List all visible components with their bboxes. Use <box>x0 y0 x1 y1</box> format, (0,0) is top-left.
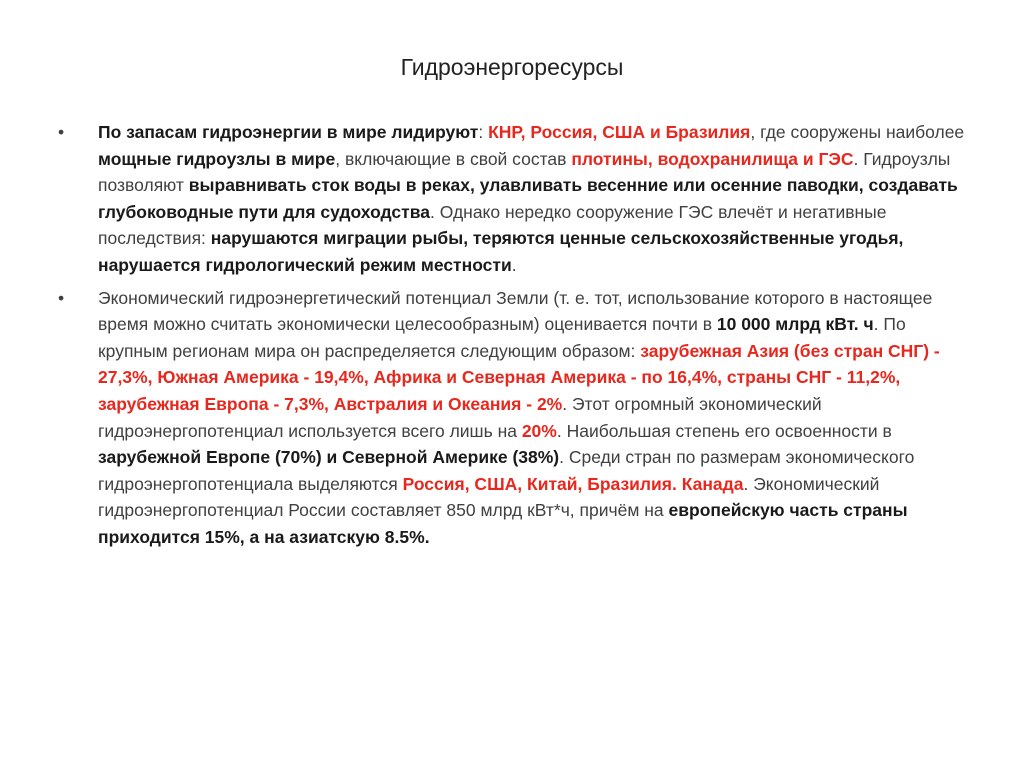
slide-title: Гидроэнергоресурсы <box>400 54 624 80</box>
body-text: . Экономический гидроэнергопотенциал России составляет 850 млрд кВт*ч, причём на <box>98 473 880 521</box>
paragraph-text <box>98 288 940 547</box>
body-text: . Гидроузлы позволяют <box>98 148 951 196</box>
highlight-text: КНР, Россия, США и Бразилия <box>488 122 751 142</box>
body-text: . По крупным регионам мира он распределяется следующим образом: <box>98 314 906 361</box>
body-text: . <box>511 254 517 275</box>
bullet-icon: • <box>58 122 65 142</box>
highlight-text: плотины, водохранилища и ГЭС <box>571 148 854 169</box>
bold-text: По запасам гидроэнергии в мире лидируют <box>98 122 479 142</box>
bullet-paragraph-2 <box>58 285 968 551</box>
bold-text: зарубежной Европе (70%) и Северной Америке (38%) <box>98 447 560 468</box>
bold-text: 10 000 млрд кВт. ч <box>716 314 874 335</box>
highlight-text: зарубежная Азия (без стран СНГ) - 27,3%, Южная Америка - 19,4%, Африка и Северная Америка - по 16,4%, страны СНГ - 11,2%, зарубежная Европа - 7,3%, Австралия и Океания - 2% <box>98 340 940 414</box>
body-text: . Среди стран по размерам экономического гидроэнергопотенциала выделяются <box>98 447 915 494</box>
body-text: , где сооружены наиболее <box>750 122 965 142</box>
body-text: . Однако нередко сооружение ГЭС влечёт и негативные последствия: <box>98 201 887 249</box>
bold-text: нарушаются миграции рыбы, теряются ценные сельскохозяйственные угодья, нарушается гидрологический режим местности <box>98 228 904 275</box>
body-text: , включающие в свой состав <box>335 148 572 169</box>
bold-text: мощные гидроузлы в мире <box>98 148 336 169</box>
body-text: . Наибольшая степень его освоенности в <box>556 420 892 441</box>
highlight-text: 20% <box>521 420 557 441</box>
bullet-icon: • <box>58 287 65 308</box>
bold-text: выравнивать сток воды в реках, улавливать весенние или осенние паводки, создавать глубоководные пути для судоходства <box>98 175 958 222</box>
bullet-list <box>58 119 968 557</box>
body-text: : <box>478 122 489 142</box>
bullet-paragraph-1 <box>58 119 968 279</box>
highlight-text: Россия, США, Китай, Бразилия. Канада <box>402 473 744 494</box>
bold-text: европейскую часть страны приходится 15%, а на азиатскую 8.5%. <box>98 500 908 547</box>
body-text: . Этот огромный экономический гидроэнергопотенциал используется всего лишь на <box>98 393 822 441</box>
body-text: Экономический гидроэнергетический потенциал Земли (т. е. тот, использование которого в настоящее время можно считать экономически целесообразным) оценивается почти в <box>98 287 933 335</box>
paragraph-text <box>98 122 964 275</box>
